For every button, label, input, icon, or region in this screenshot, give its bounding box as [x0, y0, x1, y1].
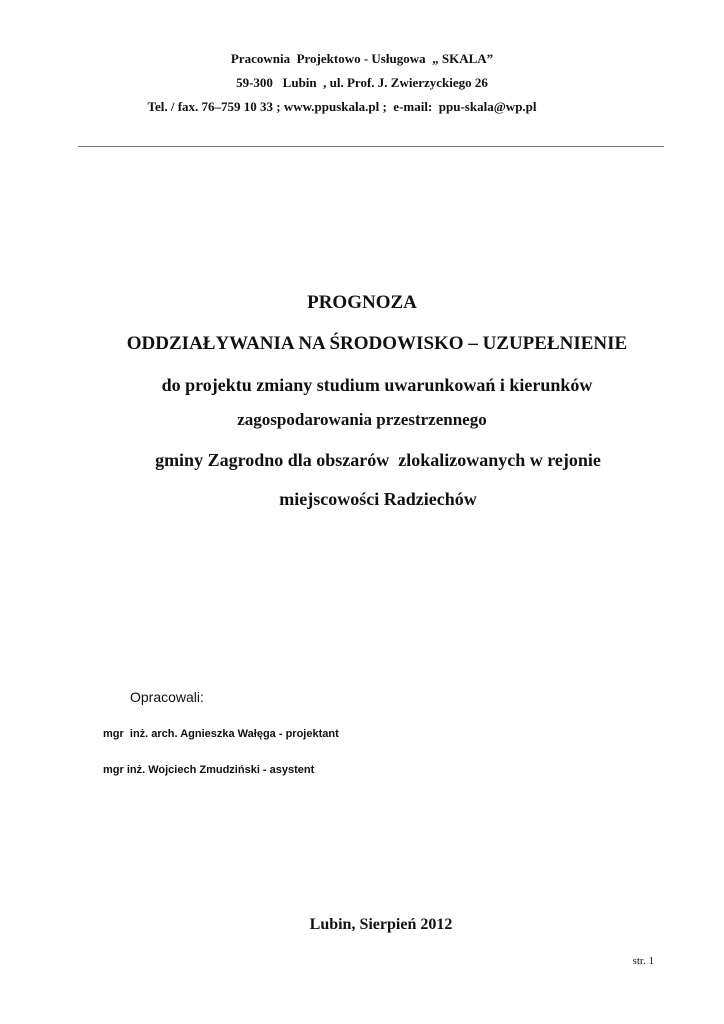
document-subtitle: ODDZIAŁYWANIA NA ŚRODOWISKO – UZUPEŁNIENIE	[126, 333, 628, 354]
author-item: mgr inż. arch. Agnieszka Wałęga - projektant	[103, 728, 339, 740]
document-subject-line-4: miejscowości Radziechów	[279, 489, 477, 509]
document-title: PROGNOZA	[307, 292, 417, 313]
company-address: 59-300 Lubin , ul. Prof. J. Zwierzyckiego 26	[236, 75, 488, 90]
header-divider	[78, 146, 664, 147]
document-subject-line-2: zagospodarowania przestrzennego	[237, 410, 487, 429]
author-item: mgr inż. Wojciech Zmudziński - asystent	[103, 764, 315, 776]
company-contact: Tel. / fax. 76–759 10 33 ; www.ppuskala.pl ; e-mail: ppu-skala@wp.pl	[147, 99, 537, 114]
page-number: str. 1	[632, 955, 654, 967]
place-and-date: Lubin, Sierpień 2012	[309, 916, 453, 933]
company-name: Pracownia Projektowo - Usługowa „ SKALA”	[230, 51, 494, 66]
document-subject-line-3: gminy Zagrodno dla obszarów zlokalizowanych w rejonie	[155, 450, 601, 470]
authors-label: Opracowali:	[130, 689, 204, 705]
document-subject-line-1: do projektu zmiany studium uwarunkowań i kierunków	[161, 375, 593, 395]
